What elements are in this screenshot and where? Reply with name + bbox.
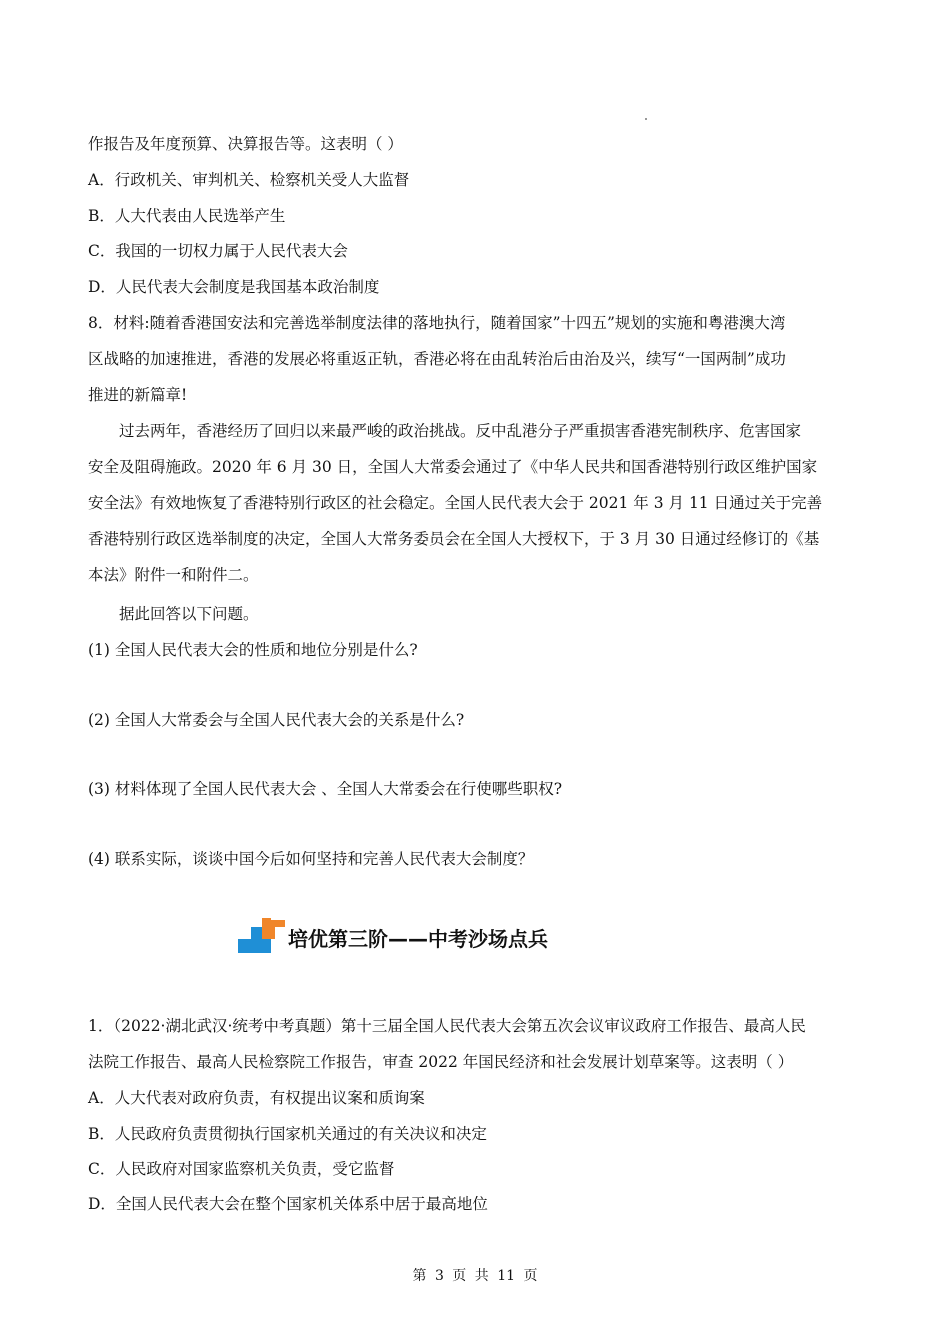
question-8-paragraph-line-4: 香港特别行政区选举制度的决定，全国人大常务委员会在全国人大授权下，于 3 月 30 日通过经修订的《基 xyxy=(88,530,820,548)
question-7-stem-continuation: 作报告及年度预算、决算报告等。这表明（ ） xyxy=(88,135,403,153)
question-8-paragraph-line-5: 本法》附件一和附件二。 xyxy=(88,566,259,584)
exam-question-1-option-b: B．人民政府负责贯彻执行国家机关通过的有关决议和决定 xyxy=(88,1125,487,1143)
exam-question-1-stem-line-1: 1．（2022·湖北武汉·统考中考真题）第十三届全国人民代表大会第五次会议审议政府工作报告、最高人民 xyxy=(88,1017,806,1035)
exam-question-1-stem-line-2: 法院工作报告、最高人民检察院工作报告，审查 2022 年国民经济和社会发展计划草案等。这表明（ ） xyxy=(88,1053,794,1071)
question-7-option-b: B．人大代表由人民选举产生 xyxy=(88,207,286,225)
question-8-instruction: 据此回答以下问题。 xyxy=(119,605,259,623)
section-header xyxy=(238,917,548,957)
question-7-option-c: C．我国的一切权力属于人民代表大会 xyxy=(88,242,348,260)
decorative-dot xyxy=(645,118,647,120)
question-7-option-d: D．人民代表大会制度是我国基本政治制度 xyxy=(88,278,380,296)
question-8-sub-2: (2) 全国人大常委会与全国人民代表大会的关系是什么? xyxy=(88,711,465,729)
page-footer: 第 3 页 共 11 页 xyxy=(412,1268,538,1284)
question-8-paragraph-line-3: 安全法》有效地恢复了香港特别行政区的社会稳定。全国人民代表大会于 2021 年 3 月 11 日通过关于完善 xyxy=(88,494,823,512)
steps-icon xyxy=(238,917,286,957)
exam-question-1-option-d: D．全国人民代表大会在整个国家机关体系中居于最高地位 xyxy=(88,1195,488,1213)
question-8-sub-3: (3) 材料体现了全国人民代表大会 、全国人大常委会在行使哪些职权? xyxy=(88,780,563,798)
question-8-paragraph-line-1: 过去两年，香港经历了回归以来最严峻的政治挑战。反中乱港分子严重损害香港宪制秩序、危害国家 xyxy=(119,422,802,440)
exam-question-1-option-a: A．人大代表对政府负责，有权提出议案和质询案 xyxy=(88,1089,425,1107)
section-title: 培优第三阶——中考沙场点兵 xyxy=(288,926,548,951)
question-8-paragraph-line-2: 安全及阻碍施政。2020 年 6 月 30 日，全国人大常委会通过了《中华人民共和国香港特别行政区维护国家 xyxy=(88,458,818,476)
question-8-sub-4: (4) 联系实际，谈谈中国今后如何坚持和完善人民代表大会制度？ xyxy=(88,850,534,868)
question-8-material-line-3: 推进的新篇章! xyxy=(88,386,188,404)
question-8-material-line-1: 8．材料:随着香港国安法和完善选举制度法律的落地执行，随着国家”十四五”规划的实施和粤港澳大湾 xyxy=(88,314,786,332)
exam-question-1-option-c: C．人民政府对国家监察机关负责，受它监督 xyxy=(88,1160,395,1178)
question-8-material-line-2: 区战略的加速推进，香港的发展必将重返正轨，香港必将在由乱转治后由治及兴，续写“一国两制”成功 xyxy=(88,350,786,368)
question-7-option-a: A．行政机关、审判机关、检察机关受人大监督 xyxy=(88,171,410,189)
question-8-sub-1: (1) 全国人民代表大会的性质和地位分别是什么? xyxy=(88,641,418,659)
